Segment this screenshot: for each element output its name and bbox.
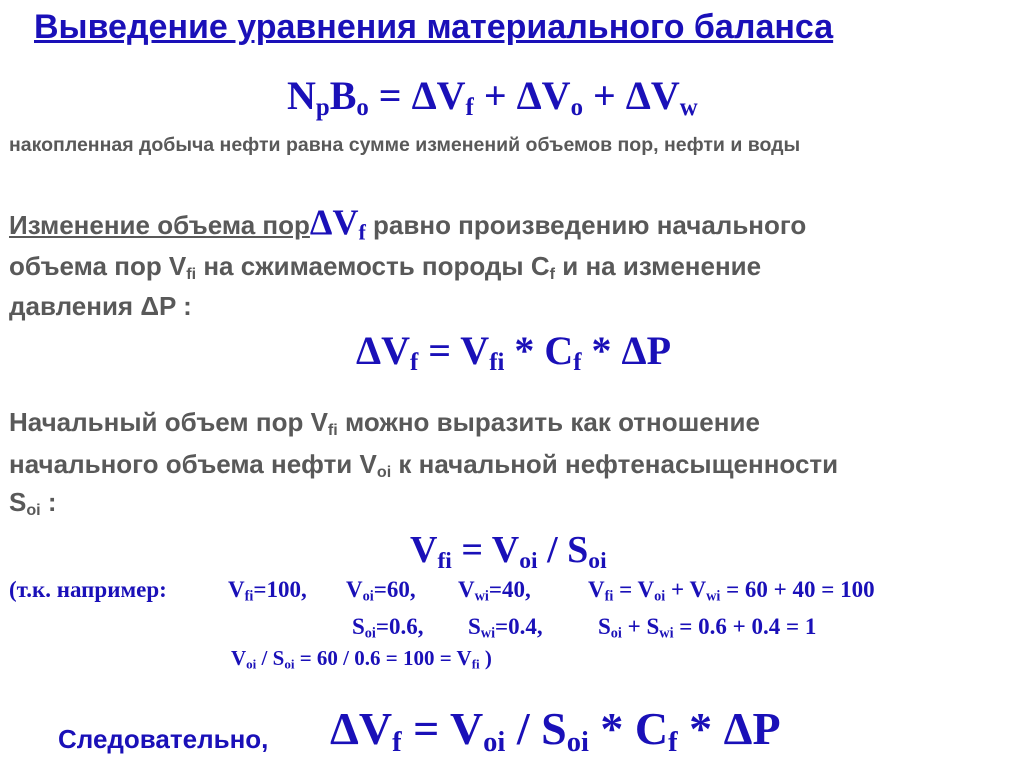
concl-c: / S bbox=[505, 703, 567, 754]
para1-t1: равно произведению начального bbox=[365, 210, 807, 240]
ex-r1eq-d: = 60 + 40 = 100 bbox=[720, 577, 875, 602]
eq2-c: * C bbox=[504, 328, 574, 373]
para2-t1a-sub: fi bbox=[327, 421, 338, 440]
para2-line3 bbox=[9, 487, 57, 520]
para1-dv: ΔV bbox=[309, 202, 359, 242]
eq1-w: w bbox=[679, 94, 698, 122]
concl-d-sub: f bbox=[668, 727, 678, 759]
para2-line2 bbox=[9, 449, 839, 482]
eq3-a-sub: fi bbox=[437, 547, 452, 574]
ex-r3-c: = 60 / 0.6 = 100 = V bbox=[294, 646, 472, 670]
para2-t1a: Начальный объем пор V bbox=[9, 407, 328, 437]
para2-t3a: S bbox=[9, 487, 27, 517]
balance-note: накопленная добыча нефти равна сумме изменений объемов пор, нефти и воды bbox=[9, 134, 801, 156]
ex-r1eq-a: V bbox=[588, 577, 605, 602]
para2-t1b: можно выразить как отношение bbox=[337, 407, 760, 437]
para1-line3: давления ΔP : bbox=[9, 291, 192, 321]
example-vwi bbox=[458, 577, 531, 605]
para1-t2c: и на изменение bbox=[555, 251, 762, 281]
concl-d: * C bbox=[588, 703, 669, 754]
para1-line1 bbox=[9, 202, 807, 245]
eq1-o: o bbox=[570, 94, 583, 122]
example-vfi-sum bbox=[588, 577, 875, 605]
ex-r1-0-s: fi bbox=[244, 588, 254, 605]
ex-r1-0-v: =100, bbox=[253, 577, 307, 602]
para2-t2a: начального объема нефти V bbox=[9, 449, 377, 479]
concl-c-sub: oi bbox=[566, 727, 589, 759]
ex-r2eq-a: S bbox=[598, 614, 611, 639]
eq2-c-sub: f bbox=[573, 349, 582, 377]
eq1-bo: B bbox=[329, 73, 357, 118]
eq1-plus2: + ΔV bbox=[582, 73, 680, 118]
ex-r1-1-v: =60, bbox=[373, 577, 416, 602]
ex-r1eq-bs: oi bbox=[654, 588, 666, 605]
para2-t2b: к начальной нефтенасыщенности bbox=[391, 449, 839, 479]
ex-r2eq-b: + S bbox=[621, 614, 660, 639]
ex-r3-cs: fi bbox=[471, 656, 480, 672]
conclusion-label: Следовательно, bbox=[58, 724, 269, 754]
para2-t2a-sub: oi bbox=[376, 463, 392, 482]
para1-line2 bbox=[9, 251, 762, 284]
para2-line1 bbox=[9, 407, 760, 440]
ex-r3-as: oi bbox=[246, 656, 257, 672]
ex-r2eq-c: = 0.6 + 0.4 = 1 bbox=[673, 614, 817, 639]
eq3-a: V bbox=[410, 529, 438, 571]
ex-r3-d: ) bbox=[479, 646, 492, 670]
ex-r1eq-c: + V bbox=[665, 577, 707, 602]
eq2-a-sub: f bbox=[409, 349, 419, 377]
para1-dv-sub: f bbox=[358, 219, 366, 245]
para1-t2b-sub: f bbox=[549, 265, 556, 284]
eq2-b: = V bbox=[418, 328, 490, 373]
eq1-f: f bbox=[465, 94, 474, 122]
example-swi bbox=[468, 614, 543, 642]
example-s-sum bbox=[598, 614, 817, 642]
ex-r1-2-v: =40, bbox=[488, 577, 531, 602]
conclusion-equation bbox=[330, 703, 781, 759]
eq3-b-sub: oi bbox=[519, 547, 538, 574]
ex-r1eq-as: fi bbox=[604, 588, 614, 605]
slide-title: Выведение уравнения материального баланса bbox=[34, 8, 834, 46]
para1-t2b: на сжимаемость породы C bbox=[196, 251, 550, 281]
para2-t3b: : bbox=[40, 487, 57, 517]
ex-r2-0-v: =0.6, bbox=[375, 614, 424, 639]
ex-r2eq-bs: wi bbox=[659, 625, 674, 642]
example-soi bbox=[352, 614, 424, 642]
eq1-plus1: + ΔV bbox=[473, 73, 571, 118]
concl-e: * ΔP bbox=[677, 703, 781, 754]
para1-t2a-sub: fi bbox=[186, 265, 197, 284]
ex-r2-1-v: =0.4, bbox=[495, 614, 543, 639]
eq2-b-sub: fi bbox=[489, 349, 505, 377]
example-label: (т.к. например: bbox=[9, 577, 167, 602]
eq2-d: * ΔP bbox=[581, 328, 672, 373]
ex-r2eq-as: oi bbox=[610, 625, 622, 642]
example-ratio bbox=[231, 646, 492, 672]
concl-b: = V bbox=[401, 703, 484, 754]
ex-r2-0-t: S bbox=[352, 614, 365, 639]
pore-volume-equation bbox=[356, 328, 672, 377]
concl-a: ΔV bbox=[330, 703, 393, 754]
ex-r2-1-s: wi bbox=[480, 625, 496, 642]
para2-t3a-sub: oi bbox=[26, 501, 41, 520]
eq3-c-sub: oi bbox=[588, 547, 607, 574]
initial-pore-volume-equation bbox=[410, 529, 607, 574]
ex-r2-1-t: S bbox=[468, 614, 481, 639]
ex-r3-bs: oi bbox=[284, 656, 295, 672]
ex-r1-2-s: wi bbox=[474, 588, 489, 605]
example-vfi bbox=[228, 577, 307, 605]
eq2-a: ΔV bbox=[356, 328, 410, 373]
ex-r1-1-t: V bbox=[346, 577, 363, 602]
eq3-c: / S bbox=[537, 529, 589, 571]
ex-r1eq-b: = V bbox=[613, 577, 655, 602]
ex-r1eq-cs: wi bbox=[706, 588, 721, 605]
ex-r1-0-t: V bbox=[228, 577, 245, 602]
ex-r1-1-s: oi bbox=[362, 588, 374, 605]
para1-t2a: объема пор V bbox=[9, 251, 187, 281]
concl-a-sub: f bbox=[392, 727, 402, 759]
ex-r3-b: / S bbox=[256, 646, 285, 670]
eq1-bo-sub: o bbox=[356, 94, 369, 122]
eq1-np: N bbox=[287, 73, 316, 118]
ex-r2-0-s: oi bbox=[364, 625, 376, 642]
eq1-np-sub: p bbox=[315, 94, 330, 122]
concl-b-sub: oi bbox=[483, 727, 506, 759]
eq3-b: = V bbox=[451, 529, 520, 571]
ex-r1-2-t: V bbox=[458, 577, 475, 602]
example-voi bbox=[346, 577, 416, 605]
ex-r3-a: V bbox=[231, 646, 247, 670]
balance-equation bbox=[287, 73, 698, 122]
eq1-rhs1: = ΔV bbox=[368, 73, 466, 118]
para1-underlined: Изменение объема пор bbox=[9, 210, 310, 240]
